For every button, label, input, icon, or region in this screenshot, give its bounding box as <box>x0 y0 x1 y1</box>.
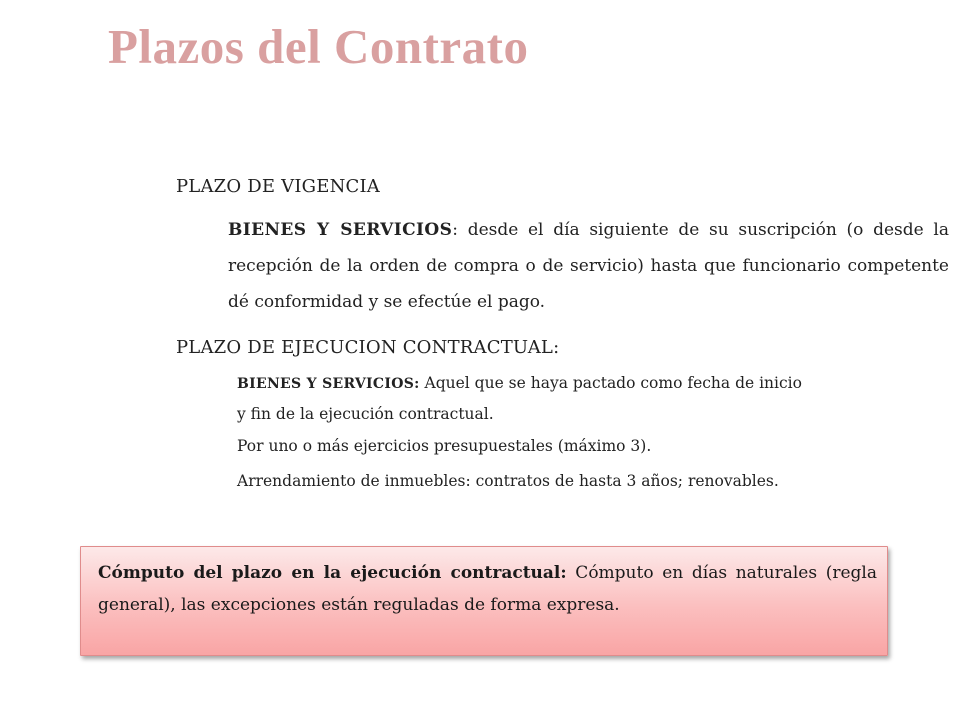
computo-text: Cómputo en días naturales (regla general), las excepciones están reguladas de forma expresa. <box>98 563 877 615</box>
heading-plazo-ejecucion: PLAZO DE EJECUCION CONTRACTUAL: <box>176 337 560 358</box>
ejecucion-lead: BIENES Y SERVICIOS: <box>237 376 420 392</box>
heading-plazo-vigencia: PLAZO DE VIGENCIA <box>176 176 381 197</box>
vigencia-lead: BIENES Y SERVICIOS <box>228 220 453 240</box>
ejecucion-line-4: Arrendamiento de inmuebles: contratos de hasta 3 años; renovables. <box>237 472 779 490</box>
computo-lead: Cómputo del plazo en la ejecución contractual: <box>98 563 567 583</box>
ejecucion-line-1 <box>237 374 802 392</box>
computo-callout-box <box>80 546 888 656</box>
vigencia-text: : desde el día siguiente de su suscripción (o desde la recepción de la orden de compra o de servicio) hasta que funcionario competente dé conformidad y se efectúe el pago. <box>228 220 949 312</box>
page-title: Plazos del Contrato <box>108 19 529 74</box>
ejecucion-line-1-text: Aquel que se haya pactado como fecha de inicio <box>419 374 802 392</box>
computo-paragraph <box>98 557 877 621</box>
vigencia-paragraph <box>228 212 949 320</box>
ejecucion-line-3: Por uno o más ejercicios presupuestales (máximo 3). <box>237 437 652 455</box>
ejecucion-line-2: y fin de la ejecución contractual. <box>237 405 494 423</box>
